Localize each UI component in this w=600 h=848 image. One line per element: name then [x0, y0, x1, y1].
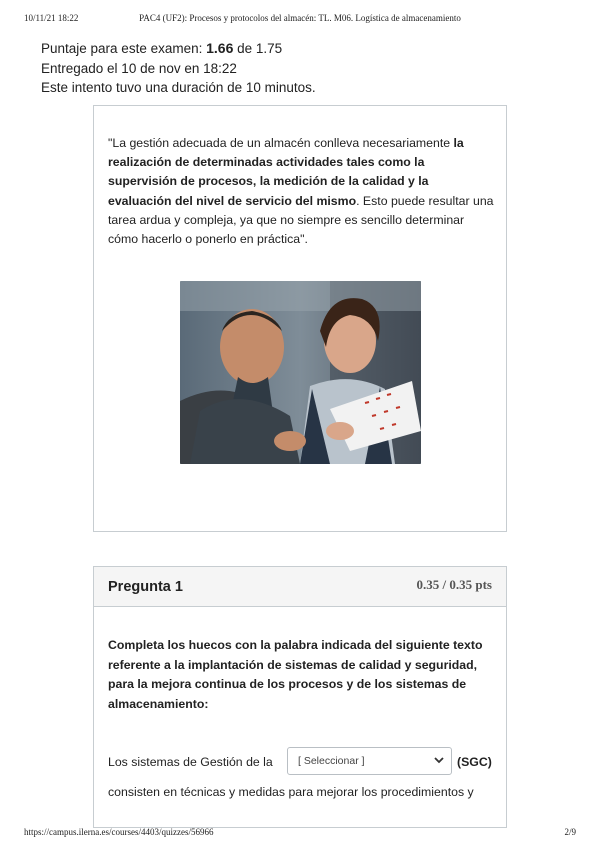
intro-text-start: "La gestión adecuada de un almacén conlleva necesariamente [108, 136, 454, 150]
duration-line: Este intento tuvo una duración de 10 minutos. [41, 80, 316, 95]
dropdown-selected-value: [ Seleccionar ] [298, 755, 365, 767]
question-prompt: Completa los huecos con la palabra indicada del siguiente texto referente a la implantación de sistemas de calidad y seguridad, para la mejora continua de los procesos y de los sistemas de almacenamiento: [108, 638, 483, 711]
chevron-down-icon [433, 754, 445, 766]
intro-text-end: . Esto puede resultar una tarea ardua y compleja, ya que no siempre es sencillo determinar cómo hacerlo o ponerlo en práctica". [108, 193, 494, 247]
score-value: 1.66 [206, 40, 234, 56]
question-panel [93, 566, 507, 828]
fill-blank-sentence [108, 747, 498, 779]
print-datetime: 10/11/21 18:22 [24, 13, 79, 23]
score-line [41, 39, 316, 59]
submitted-line: Entregado el 10 de nov en 18:22 [41, 60, 237, 76]
question-header [94, 567, 506, 607]
intro-text [108, 134, 494, 249]
score-suffix: de 1.75 [233, 41, 283, 56]
intro-panel [93, 105, 507, 532]
sentence-after: (SGC) [457, 755, 492, 769]
quiz-summary [41, 39, 316, 98]
answer-dropdown[interactable] [287, 747, 452, 775]
sentence-continuation: consisten en técnicas y medidas para mejorar los procedimientos y [108, 785, 474, 799]
score-prefix: Puntaje para este examen: [41, 41, 207, 56]
warehouse-workers-photo [180, 281, 421, 464]
print-page-title: PAC4 (UF2): Procesos y protocolos del almacén: TL. M06. Logística de almacenamiento [139, 13, 461, 23]
sentence-before: Los sistemas de Gestión de la [108, 755, 273, 769]
question-title: Pregunta 1 [108, 579, 183, 595]
question-points: 0.35 / 0.35 pts [416, 577, 492, 592]
print-page-number: 2/9 [564, 827, 576, 837]
print-url: https://campus.ilerna.es/courses/4403/quizzes/56966 [24, 827, 214, 837]
intro-text-bold: la realización de determinadas actividades tales como la supervisión de procesos, la medición de la calidad y la evaluación del nivel de servicio del mismo [108, 136, 464, 208]
